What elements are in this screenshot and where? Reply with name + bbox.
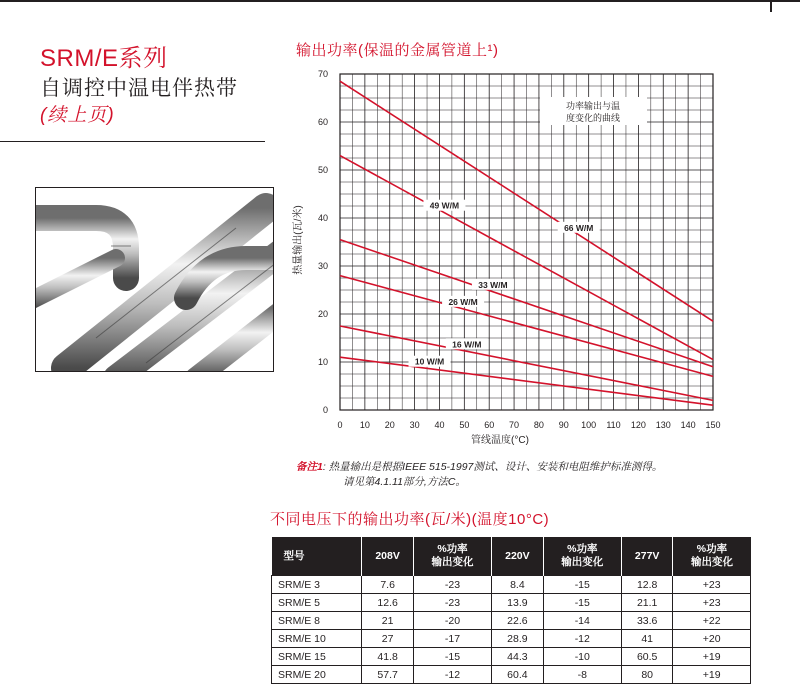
value-cell: 21.1: [621, 594, 672, 612]
chart-ticks: [318, 69, 721, 430]
chart-title: 输出功率(保温的金属管道上¹): [296, 42, 499, 59]
x-tick-label: 0: [337, 420, 343, 430]
voltage-table-title: 不同电压下的输出功率(瓦/米)(温度10°C): [270, 511, 550, 528]
x-tick-label: 90: [558, 420, 569, 430]
x-tick-label: 100: [581, 420, 597, 430]
value-cell: 41: [621, 630, 672, 648]
value-cell: 12.8: [621, 576, 672, 594]
value-cell: +23: [673, 576, 751, 594]
value-cell: -8: [543, 666, 621, 684]
value-cell: -20: [413, 612, 491, 630]
value-cell: -10: [543, 648, 621, 666]
model-cell: SRM/E 5: [272, 594, 362, 612]
value-cell: 21: [362, 612, 413, 630]
header-pct-277: %功率 输出变化: [673, 537, 751, 576]
chart-series-labels: [409, 200, 600, 367]
x-tick-label: 10: [359, 420, 370, 430]
value-cell: 33.6: [621, 612, 672, 630]
header-208v: 208V: [362, 537, 413, 576]
model-cell: SRM/E 8: [272, 612, 362, 630]
continued-label: (续上页): [40, 105, 115, 126]
value-cell: 7.6: [362, 576, 413, 594]
chart-annotation-line2: 度变化的曲线: [565, 113, 621, 123]
y-tick-label: 30: [317, 261, 328, 271]
header-pct-208: %功率 输出变化: [413, 537, 491, 576]
table-row: [272, 612, 751, 630]
table-row: [272, 648, 751, 666]
table-row: [272, 594, 751, 612]
value-cell: +19: [673, 666, 751, 684]
value-cell: 44.3: [492, 648, 543, 666]
x-axis-label: 管线温度(°C): [471, 435, 529, 446]
value-cell: 57.7: [362, 666, 413, 684]
product-series-title: SRM/E系列: [40, 45, 168, 72]
header-model: 型号: [272, 537, 362, 576]
x-tick-label: 130: [655, 420, 671, 430]
y-tick-label: 10: [317, 357, 328, 367]
footnote-line2: 请见第4.1.11部分,方法C。: [343, 476, 466, 488]
table-row: [272, 630, 751, 648]
x-tick-label: 50: [459, 420, 470, 430]
value-cell: 27: [362, 630, 413, 648]
value-cell: -17: [413, 630, 491, 648]
value-cell: -15: [413, 648, 491, 666]
value-cell: -12: [543, 630, 621, 648]
value-cell: -23: [413, 594, 491, 612]
value-cell: 28.9: [492, 630, 543, 648]
model-cell: SRM/E 20: [272, 666, 362, 684]
chart-grid: [340, 74, 713, 410]
value-cell: +22: [673, 612, 751, 630]
value-cell: -23: [413, 576, 491, 594]
y-tick-label: 60: [317, 117, 328, 127]
x-tick-label: 30: [409, 420, 420, 430]
value-cell: +20: [673, 630, 751, 648]
x-tick-label: 80: [533, 420, 544, 430]
header-pct-220: %功率 输出变化: [543, 537, 621, 576]
x-tick-label: 70: [509, 420, 520, 430]
x-tick-label: 40: [434, 420, 445, 430]
table-row: [272, 576, 751, 594]
y-tick-label: 50: [317, 165, 328, 175]
value-cell: +19: [673, 648, 751, 666]
model-cell: SRM/E 10: [272, 630, 362, 648]
x-tick-label: 120: [630, 420, 646, 430]
y-tick-label: 40: [317, 213, 328, 223]
value-cell: -12: [413, 666, 491, 684]
header-220v: 220V: [492, 537, 543, 576]
x-tick-label: 20: [384, 420, 395, 430]
value-cell: 8.4: [492, 576, 543, 594]
product-subtitle: 自调控中温电伴热带: [40, 77, 238, 100]
voltage-output-table: [271, 537, 751, 684]
x-tick-label: 150: [705, 420, 721, 430]
footnote-label: 备注1: [296, 461, 323, 473]
x-tick-label: 110: [606, 420, 621, 430]
footnote-line1: : 热量输出是根据IEEE 515-1997测试、设计、安装和电阻维护标准测得。: [322, 461, 663, 473]
series-label: 33 W/M: [478, 279, 508, 290]
value-cell: -15: [543, 594, 621, 612]
model-cell: SRM/E 3: [272, 576, 362, 594]
value-cell: +23: [673, 594, 751, 612]
series-label: 49 W/M: [429, 200, 460, 211]
model-cell: SRM/E 15: [272, 648, 362, 666]
x-tick-label: 60: [484, 420, 495, 430]
series-label: 66 W/M: [564, 222, 594, 233]
series-label: 10 W/M: [414, 356, 445, 367]
chart-footnote: [296, 460, 662, 490]
table-row: [272, 666, 751, 684]
value-cell: 60.4: [492, 666, 543, 684]
value-cell: 12.6: [362, 594, 413, 612]
value-cell: -15: [543, 576, 621, 594]
value-cell: 22.6: [492, 612, 543, 630]
value-cell: 41.8: [362, 648, 413, 666]
series-label: 26 W/M: [448, 296, 478, 307]
y-tick-label: 0: [322, 405, 328, 415]
value-cell: -14: [543, 612, 621, 630]
header-277v: 277V: [621, 537, 672, 576]
y-tick-label: 70: [317, 69, 328, 79]
value-cell: 60.5: [621, 648, 672, 666]
x-tick-label: 140: [680, 420, 696, 430]
y-axis-label: 热量输出(瓦/米): [293, 205, 304, 275]
value-cell: 80: [621, 666, 672, 684]
table-header-row: [272, 537, 751, 576]
y-tick-label: 20: [317, 309, 328, 319]
value-cell: 13.9: [492, 594, 543, 612]
series-label: 16 W/M: [452, 339, 482, 350]
chart-annotation-line1: 功率输出与温: [565, 101, 621, 111]
